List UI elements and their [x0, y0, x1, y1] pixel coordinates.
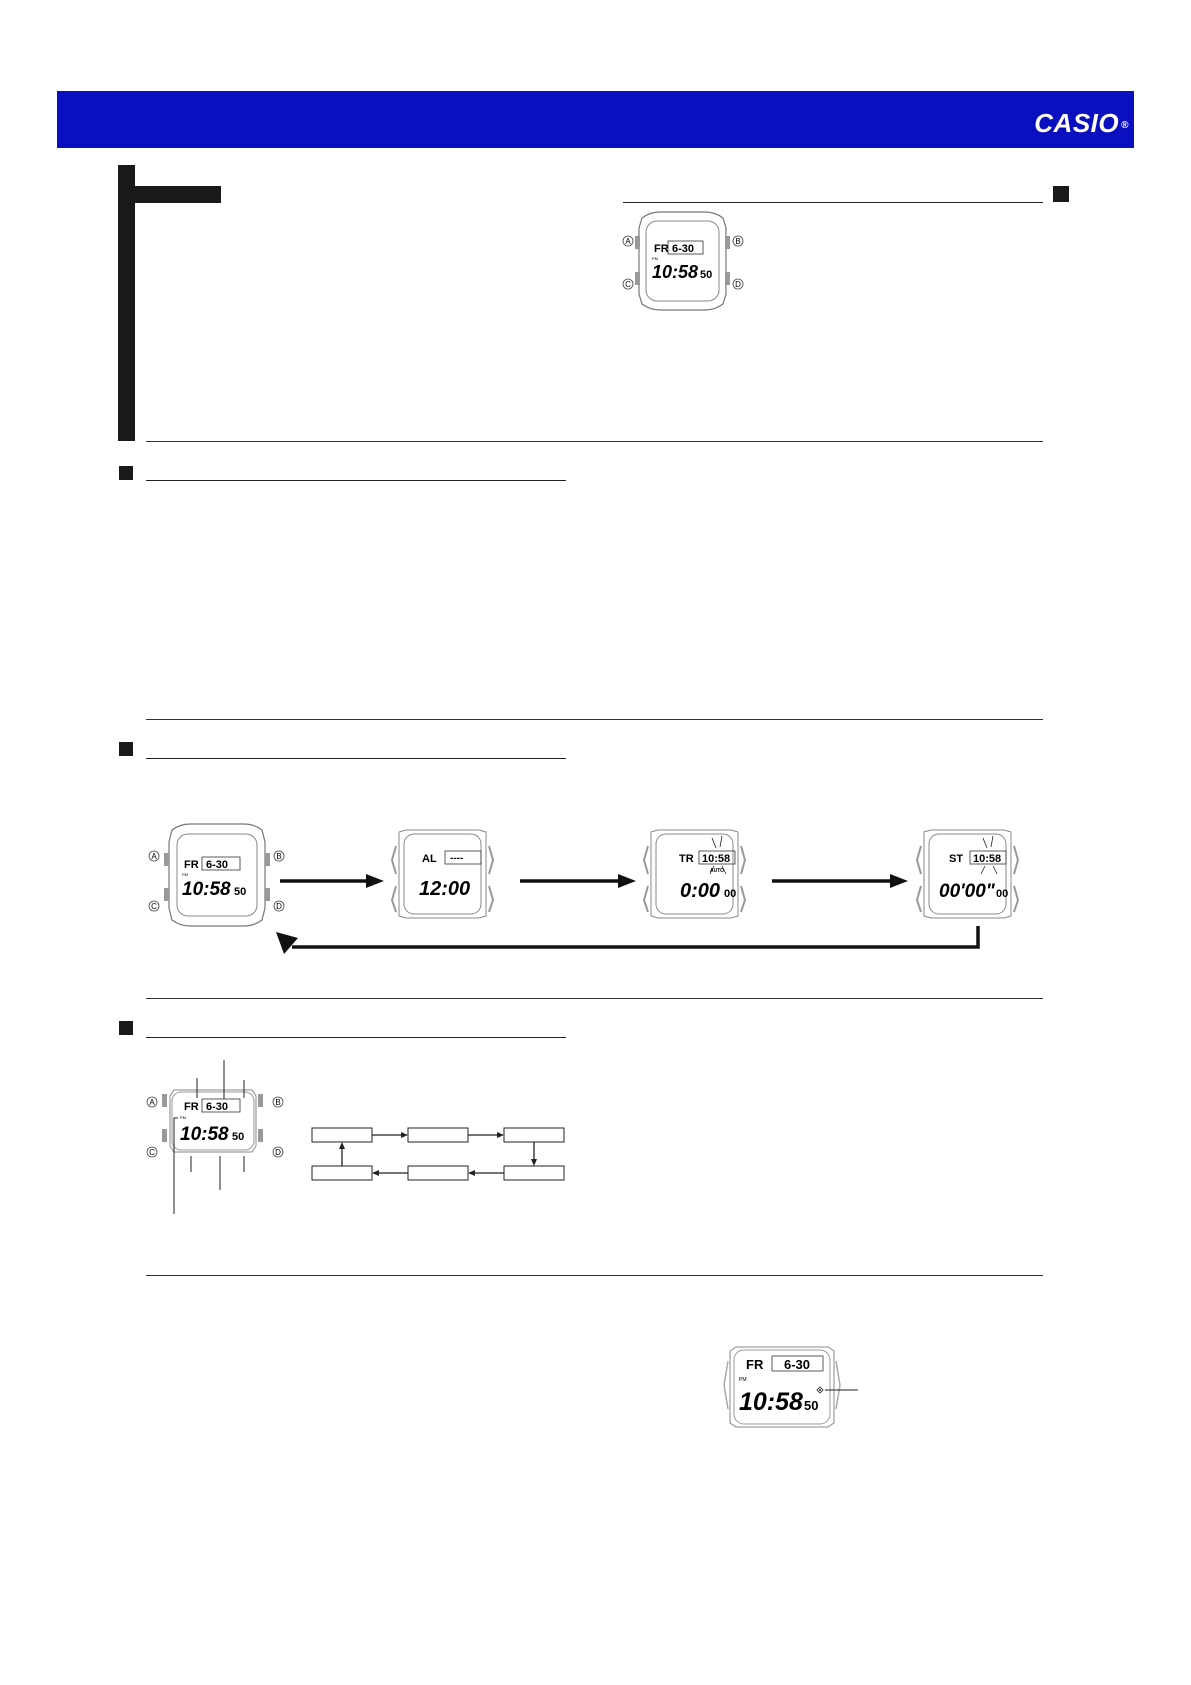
intro-bracket-tab	[135, 186, 221, 203]
mode-watch-stopwatch	[917, 830, 1018, 918]
button-d-label	[733, 279, 743, 289]
light-seconds: 50	[804, 1398, 819, 1413]
rule-1	[146, 441, 1043, 442]
rule-4	[146, 1275, 1043, 1276]
light-watch-illustration	[722, 1345, 862, 1429]
mode-watch-alarm	[392, 830, 493, 918]
mode4-top: 10:58	[973, 853, 1002, 865]
mode4-label: ST	[949, 853, 964, 865]
light-time: 10:58	[739, 1388, 803, 1416]
mode1-btn-c: C	[151, 902, 157, 911]
tk-seconds: 50	[232, 1131, 245, 1143]
watch-time: 10:58	[652, 262, 699, 282]
mode-watch-timekeeping	[149, 824, 284, 926]
mode4-sub: 00	[996, 888, 1009, 900]
mode1-btn-d: D	[276, 902, 282, 911]
registered-mark: ®	[1121, 119, 1129, 131]
rule-2	[146, 719, 1043, 720]
intro-bracket-vertical	[118, 165, 135, 441]
button-c-label	[623, 279, 633, 289]
section-1-square	[119, 466, 133, 480]
section-3-square	[119, 1021, 133, 1035]
button-a-label	[623, 236, 633, 246]
watch-pm: PM	[652, 256, 658, 261]
tk-pm: PM	[180, 1115, 186, 1120]
header-bar	[57, 91, 1134, 148]
tk-btn-a: A	[149, 1098, 155, 1107]
mode1-pm: PM	[182, 872, 188, 877]
setting-sequence-diagram	[310, 1126, 570, 1186]
mode1-day: FR	[184, 859, 199, 871]
mode3-main: 0:00	[680, 880, 721, 902]
mode2-label: AL	[422, 853, 437, 865]
rule-3	[146, 998, 1043, 999]
mode3-top: 10:58	[702, 853, 731, 865]
svg-text:B: B	[735, 237, 741, 246]
mode3-sub: 00	[724, 888, 737, 900]
mode-flow-diagram	[144, 820, 1044, 955]
section-3-underline	[146, 1037, 566, 1038]
tk-day: FR	[184, 1101, 199, 1113]
watch-seconds: 50	[700, 269, 713, 281]
watch-illustration	[620, 208, 745, 314]
mode4-main: 00'00"	[939, 881, 995, 902]
intro-section-square	[1053, 186, 1069, 202]
brand-name: CASIO	[1034, 108, 1120, 138]
mode1-time: 10:58	[182, 879, 231, 900]
section-1-underline	[146, 480, 566, 481]
mode3-label: TR	[679, 853, 694, 865]
svg-text:A: A	[625, 237, 631, 246]
section-2-underline	[146, 758, 566, 759]
tk-time: 10:58	[180, 1124, 229, 1145]
mode3-indicator: AUTO	[710, 868, 725, 874]
light-day: FR	[746, 1357, 764, 1372]
mode2-top: ----	[450, 853, 464, 864]
tk-btn-d: D	[275, 1148, 281, 1157]
brand-logo	[1034, 108, 1129, 139]
intro-top-rule	[623, 202, 1043, 203]
mode2-main: 12:00	[419, 878, 471, 900]
mode1-date: 6-30	[206, 859, 229, 871]
watch-day: FR	[654, 243, 669, 255]
mode1-btn-b: B	[276, 852, 282, 861]
tk-date: 6-30	[206, 1101, 229, 1113]
button-b-label	[733, 236, 743, 246]
light-date: 6-30	[784, 1357, 811, 1372]
mode-watch-timer	[644, 830, 745, 918]
section-2-square	[119, 742, 133, 756]
svg-text:C: C	[625, 280, 631, 289]
mode1-sub: 50	[234, 886, 247, 898]
light-pm: PM	[739, 1377, 747, 1383]
mode1-btn-a: A	[151, 852, 157, 861]
tk-btn-c: C	[149, 1148, 155, 1157]
timekeeping-watch-callouts	[144, 1058, 284, 1218]
watch-date: 6-30	[672, 243, 695, 255]
svg-text:D: D	[735, 280, 741, 289]
tk-btn-b: B	[275, 1098, 281, 1107]
